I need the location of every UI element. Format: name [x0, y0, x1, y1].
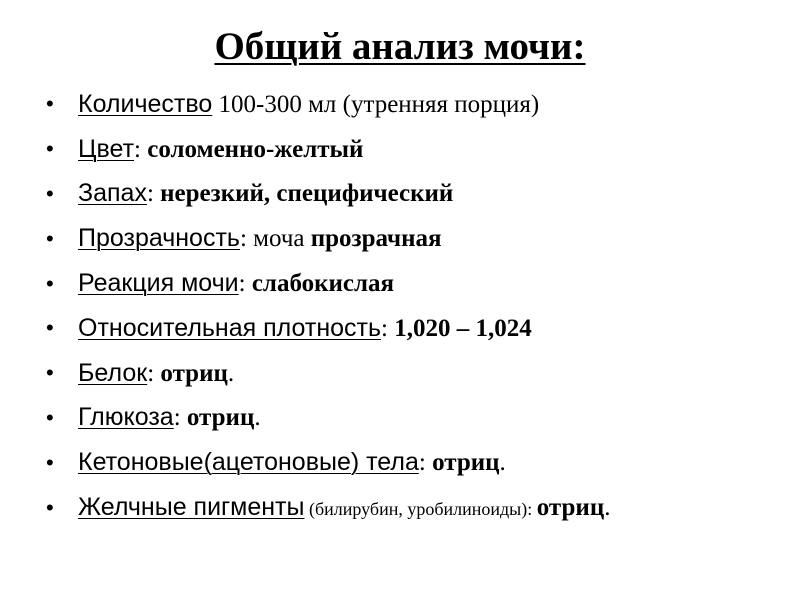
bullet: • [46, 315, 54, 341]
slide-title: Общий анализ мочи: [214, 25, 586, 68]
item-label: Прозрачность [78, 224, 240, 253]
item-label: Белок [78, 358, 148, 387]
urinalysis-list [46, 82, 610, 530]
item-text: 100-300 мл (утренняя порция) [218, 90, 540, 118]
item-separator: : [147, 359, 161, 387]
bullet: • [46, 225, 54, 251]
item-separator: : [239, 225, 254, 253]
bullet: • [46, 404, 54, 430]
bullet: • [46, 91, 54, 117]
bullet: • [46, 360, 54, 386]
item-label: Глюкоза [78, 403, 174, 432]
list-item-quantity [46, 82, 610, 127]
item-label: Цвет [78, 134, 135, 163]
item-end: . [604, 494, 611, 522]
list-item-color [46, 127, 610, 172]
bullet: • [46, 180, 54, 206]
item-label: Желчные пигменты [78, 493, 305, 522]
list-item-glucose [46, 396, 610, 441]
item-separator: : [173, 404, 187, 432]
list-item-clarity [46, 216, 610, 261]
item-text: моча [253, 225, 311, 253]
bullet: • [46, 136, 54, 162]
item-separator: : [146, 180, 161, 208]
item-value: слабокислая [251, 270, 395, 298]
item-separator: : [238, 270, 252, 298]
item-value: отриц [160, 359, 228, 387]
bullet: • [46, 494, 54, 520]
item-separator: : [418, 449, 433, 477]
item-value: прозрачная [310, 225, 442, 253]
list-item-ketones [46, 440, 610, 485]
item-label: Реакция мочи [78, 269, 239, 298]
list-item-density [46, 306, 610, 351]
list-item-protein [46, 351, 610, 396]
item-value: отриц [432, 449, 500, 477]
list-item-bile-pigments [46, 485, 610, 530]
item-value: 1,020 – 1,024 [394, 314, 532, 342]
item-value: соломенно-желтый [147, 135, 364, 163]
item-end: . [227, 359, 235, 387]
item-label: Запах [78, 179, 147, 208]
item-label: Количество [78, 89, 213, 118]
item-label: Относительная плотность [78, 313, 382, 342]
item-value: отриц [536, 494, 605, 522]
item-note: (билирубин, уробилиноиды): [304, 499, 537, 520]
item-value: отриц [186, 404, 255, 432]
bullet: • [46, 270, 54, 296]
item-label: Кетоновые(ацетоновые) тела [78, 448, 419, 477]
item-end: . [254, 404, 261, 432]
bullet: • [46, 449, 54, 475]
item-separator: : [381, 314, 395, 342]
item-end: . [499, 449, 506, 477]
list-item-reaction [46, 261, 610, 306]
item-value: нерезкий, специфический [160, 180, 454, 208]
list-item-odor [46, 172, 610, 217]
item-separator: : [134, 135, 148, 163]
